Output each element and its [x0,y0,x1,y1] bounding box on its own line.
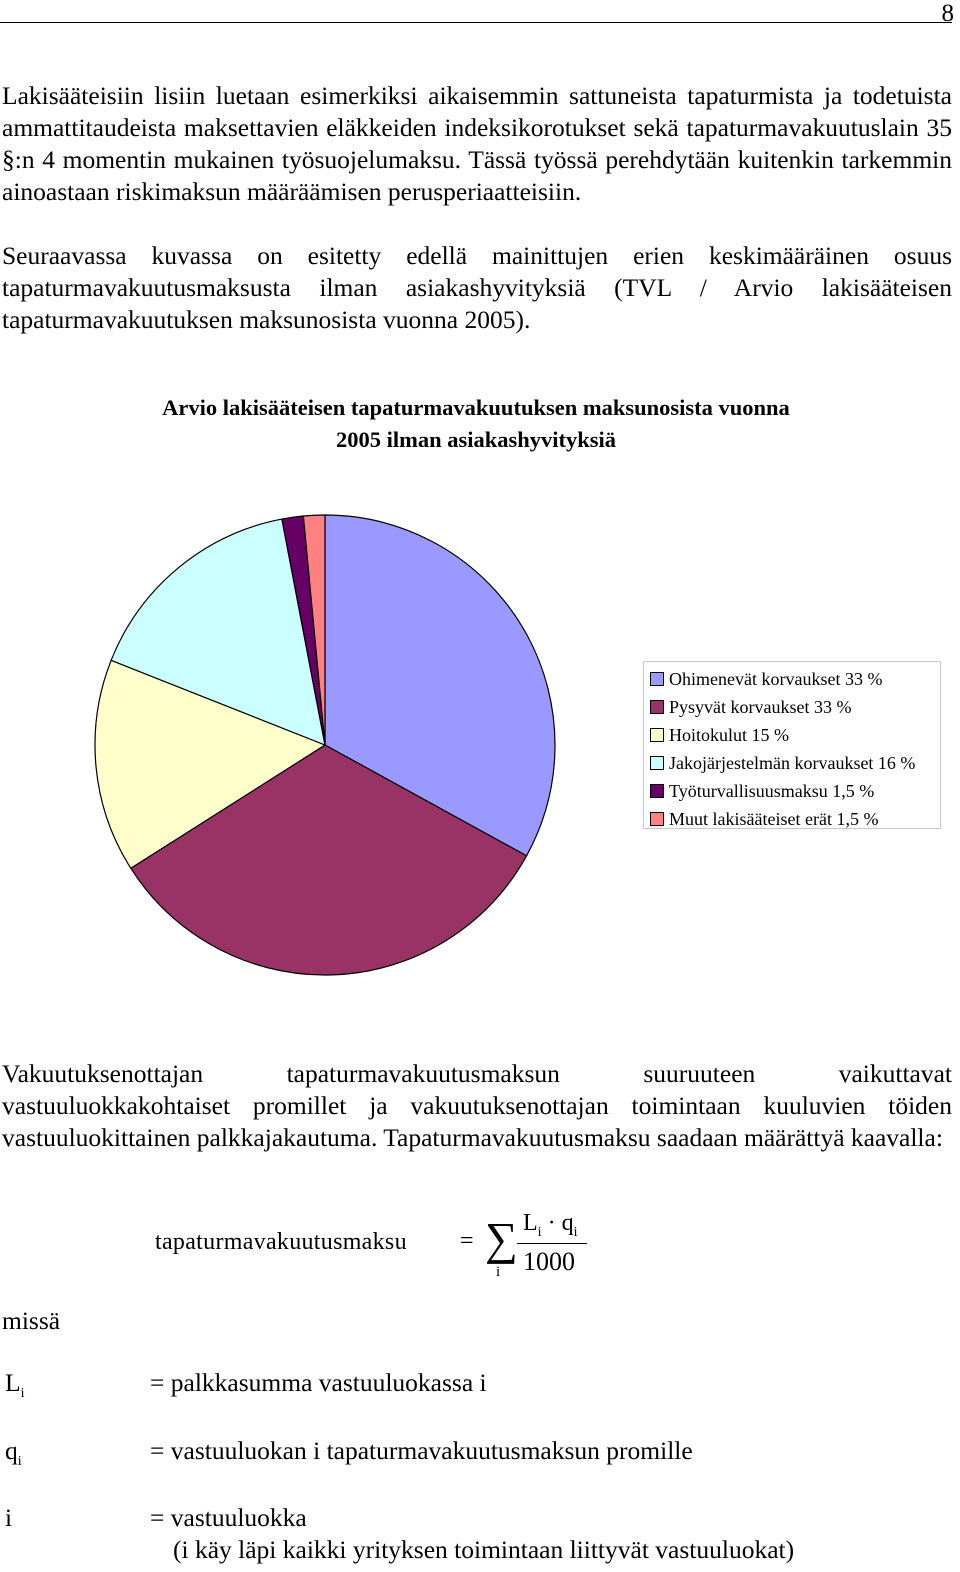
legend-label: Ohimenevät korvaukset 33 % [669,668,883,689]
term-symbol: q [5,1436,18,1465]
chart-title-line-2: 2005 ilman asiakashyvityksiä [335,427,617,452]
legend-swatch [650,784,664,798]
legend-item [644,721,940,749]
paragraph-3: Vakuutuksenottajan tapaturmavakuutusmaksun suuruuteen vaikuttavat vastuuluokkakohtaiset promillet ja vakuutuksenottajan toimintaan kuuluvien töiden vastuuluokittainen palkkajakautuma. Tapaturmavakuutusmaksu saadaan määrättyä kaavalla: [2,1059,952,1152]
term-sub: i [17,1454,22,1469]
legend-label: Jakojärjestelmän korvaukset 16 % [669,752,916,773]
term-i [5,1503,12,1533]
formula-lhs: tapaturmavakuutusmaksu [155,1229,407,1255]
pie-chart [80,500,570,990]
numerator-q: q [561,1210,574,1236]
definition-i: = vastuuluokka [150,1503,307,1532]
definition-q: = vastuuluokan i tapaturmavakuutusmaksun promille [150,1436,693,1465]
formula-numerator [523,1210,577,1241]
term-symbol: i [5,1503,13,1532]
definitions-intro: missä [2,1306,61,1335]
numerator-L: L [523,1210,538,1236]
term-L [5,1368,24,1402]
chart-title [0,392,952,456]
legend-swatch [650,700,664,714]
legend-swatch [650,728,664,742]
legend-item [644,777,940,805]
chart-title-line-1: Arvio lakisääteisen tapaturmavakuutuksen maksunosista vuonna [162,395,790,420]
paragraph-1: Lakisääteisiin lisiin luetaan esimerkiksi aikaisemmin sattuneista tapaturmista ja todetuista ammattitaudeista maksettavien eläkkeiden indeksikorotukset sekä tapaturmavakuutuslain 35 §:n 4 momentin mukainen työsuojelumaksu. Tässä työssä perehdytään kuitenkin tarkemmin ainoastaan riskimaksun määräämisen perusperiaatteisiin. [2,81,952,206]
term-symbol: L [5,1368,21,1397]
paragraph-2: Seuraavassa kuvassa on esitetty edellä mainittujen erien keskimääräinen osuus tapaturmavakuutusmaksusta ilman asiakashyvityksiä (TVL / Arvio lakisääteisen tapaturmavakuutuksen maksunosista vuonna 2005). [2,241,952,334]
page-number: 8 [941,0,954,27]
legend-swatch [650,812,664,826]
term-q [5,1436,22,1470]
term-sub: i [20,1386,25,1401]
legend-label: Työturvallisuusmaksu 1,5 % [669,780,875,801]
legend-item [644,693,940,721]
formula [155,1210,615,1290]
numerator-L-sub: i [537,1225,542,1240]
sum-symbol: ∑ [485,1213,518,1264]
legend-label: Muut lakisääteiset erät 1,5 % [669,808,879,829]
chart-legend [643,661,941,829]
legend-item [644,805,940,833]
legend-item [644,749,940,777]
definition-L: = palkkasumma vastuuluokassa i [150,1368,487,1397]
legend-swatch [650,672,664,686]
legend-label: Hoitokulut 15 % [669,724,789,745]
sum-index: i [496,1264,501,1280]
numerator-q-sub: i [573,1225,578,1240]
legend-swatch [650,756,664,770]
legend-label: Pysyvät korvaukset 33 % [669,696,852,717]
formula-denominator: 1000 [523,1247,575,1276]
header-rule [0,22,952,23]
formula-equals: = [460,1228,474,1254]
definition-i-note: (i käy läpi kaikki yrityksen toimintaan liittyvät vastuuluokat) [173,1535,795,1564]
numerator-dot: · [547,1210,556,1236]
fraction-bar [517,1243,587,1244]
legend-item [644,665,940,693]
